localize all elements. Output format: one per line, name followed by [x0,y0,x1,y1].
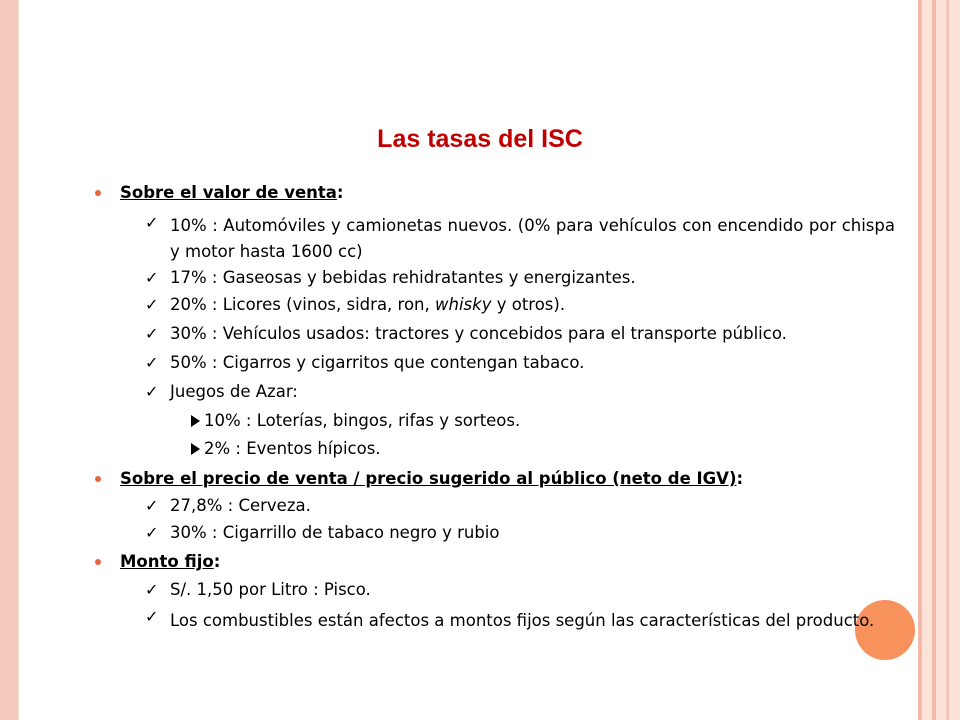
right-border-stripe [922,0,932,720]
sub-list-item: 10% : Loterías, bingos, rifas y sorteos. [204,411,521,430]
bullet-icon [95,476,101,482]
bullet-icon [95,559,101,565]
checkmark-icon: ✓ [145,580,159,599]
checkmark-icon: ✓ [145,607,159,626]
bullet-icon [95,190,101,196]
list-item: 50% : Cigarros y cigarritos que contengan tabaco. [170,353,585,372]
list-item: Los combustibles están afectos a montos fijos según las características del producto. [170,611,875,630]
arrow-bullet-icon [191,443,200,455]
left-border-decoration [0,0,18,720]
list-item: 30% : Cigarrillo de tabaco negro y rubio [170,523,500,542]
list-item: 17% : Gaseosas y bebidas rehidratantes y energizantes. [170,268,636,287]
right-border-stripe [946,0,949,720]
checkmark-icon: ✓ [145,496,159,515]
checkmark-icon: ✓ [145,382,159,401]
slide-title: Las tasas del ISC [377,125,583,153]
checkmark-icon: ✓ [145,523,159,542]
section-heading: Sobre el valor de venta: [120,183,344,202]
checkmark-icon: ✓ [145,324,159,343]
list-item: 27,8% : Cerveza. [170,496,311,515]
list-item: 30% : Vehículos usados: tractores y concebidos para el transporte público. [170,324,787,343]
list-item: Juegos de Azar: [170,382,298,401]
section-heading: Sobre el precio de venta / precio sugerido al público (neto de IGV): [120,469,744,488]
checkmark-icon: ✓ [145,213,159,232]
checkmark-icon: ✓ [145,353,159,372]
list-item: 20% : Licores (vinos, sidra, ron, whisky y otros). [170,295,566,314]
checkmark-icon: ✓ [145,295,159,314]
checkmark-icon: ✓ [145,268,159,287]
list-item: 10% : Automóviles y camionetas nuevos. (0% para vehículos con encendido por chispa y motor hasta 1600 cc) [170,216,895,261]
sub-list-item: 2% : Eventos hípicos. [204,439,381,458]
list-item: S/. 1,50 por Litro : Pisco. [170,580,371,599]
arrow-bullet-icon [191,415,200,427]
left-border-line [18,0,19,720]
section-heading: Monto fijo: [120,552,221,571]
